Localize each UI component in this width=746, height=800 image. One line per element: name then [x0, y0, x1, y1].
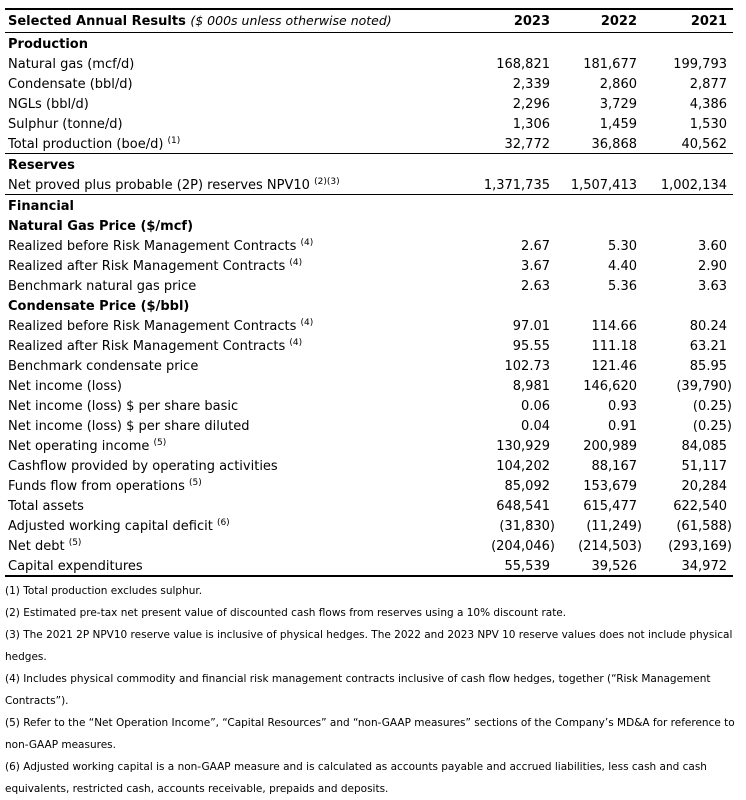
value-cell: 84,085	[681, 439, 727, 454]
footnote-item: (4) Includes physical commodity and financial risk management contracts inclusive of cash flow hedges, together (“Risk Management Contracts”).	[5, 673, 711, 707]
value-cell: 181,677	[583, 57, 637, 72]
row-label: Net operating income $^{(5)}$	[8, 438, 167, 454]
value-cell: (204,046)	[491, 539, 555, 554]
table-row	[5, 375, 733, 395]
value-cell: 4.40	[608, 259, 637, 274]
value-cell: 0.93	[608, 399, 637, 414]
value-cell: 168,821	[496, 57, 550, 72]
value-cell: 153,679	[583, 479, 637, 494]
value-cell: 5.30	[608, 239, 637, 254]
footnote-item: (6) Adjusted working capital is a non-GAAP measure and is calculated as accounts payable and accrued liabilities, less cash and cash equivalents, restricted cash, accounts receivable, prepaids and deposits.	[5, 761, 707, 795]
value-cell: 95.55	[512, 339, 550, 354]
footnotes	[5, 580, 738, 800]
year-column-header: 2023	[462, 9, 556, 33]
annual-results-table	[5, 8, 733, 577]
title-note: ($ 000s unless otherwise noted)	[190, 13, 392, 28]
value-cell: 0.91	[608, 419, 637, 434]
value-cell: 36,868	[556, 133, 643, 154]
table-row	[5, 53, 733, 73]
section-label: Natural Gas Price ($/mcf)	[8, 219, 194, 234]
footnote-item: (3) The 2021 2P NPV10 reserve value is inclusive of physical hedges. The 2022 and 2023 NPV 10 reserve values does not include physical hedges.	[5, 629, 733, 663]
value-cell: 2,339	[512, 77, 550, 92]
value-cell: 102.73	[504, 359, 550, 374]
report-page	[0, 8, 746, 795]
value-cell: 1,002,134	[643, 174, 733, 195]
value-cell: 146,620	[583, 379, 637, 394]
footnote-ref: (5)	[189, 478, 202, 488]
value-cell: 622,540	[673, 499, 727, 514]
footnote-item: (5) Refer to the “Net Operation Income”, “Capital Resources” and “non-GAAP measures” sections of the Company’s MD&A for reference to non-GAAP measures.	[5, 717, 735, 751]
section-label: Production	[8, 37, 88, 52]
table-row	[5, 275, 733, 295]
table-row	[5, 535, 733, 555]
row-label: Realized before Risk Management Contracts $^{(4)}$	[8, 318, 314, 334]
value-cell: 20,284	[681, 479, 727, 494]
value-cell: 199,793	[673, 57, 727, 72]
section-label: Financial	[8, 199, 75, 214]
section-row	[5, 195, 733, 216]
value-cell: 1,507,413	[556, 174, 643, 195]
value-cell: 114.66	[591, 319, 637, 334]
table-row	[5, 355, 733, 375]
value-cell: 32,772	[462, 133, 556, 154]
value-cell: 3.67	[521, 259, 550, 274]
value-cell: 2,296	[512, 97, 550, 112]
value-cell: 111.18	[591, 339, 637, 354]
row-label: Total assets	[8, 499, 84, 514]
value-cell: 39,526	[591, 559, 637, 574]
value-cell: 1,530	[689, 117, 727, 132]
table-row	[5, 255, 733, 275]
value-cell: (39,790)	[676, 379, 732, 394]
value-cell: 3.60	[698, 239, 727, 254]
row-label: Cashflow provided by operating activities	[8, 459, 278, 474]
value-cell: (0.25)	[692, 419, 732, 434]
row-label: Net income (loss)	[8, 379, 122, 394]
table-row	[5, 495, 733, 515]
year-column-header: 2021	[643, 9, 733, 33]
page-title: Selected Annual Results	[8, 14, 186, 29]
footnote-ref: (5)	[153, 438, 167, 448]
table-row	[5, 335, 733, 355]
value-cell: 2,877	[689, 77, 727, 92]
table-row	[5, 174, 733, 195]
value-cell: 85,092	[504, 479, 550, 494]
value-cell: (0.25)	[692, 399, 732, 414]
table-header-row	[5, 9, 733, 33]
section-label: Reserves	[8, 158, 75, 173]
table-row	[5, 475, 733, 495]
value-cell: 51,117	[681, 459, 727, 474]
value-cell: (61,588)	[676, 519, 732, 534]
row-label: Funds flow from operations $^{(5)}$	[8, 478, 202, 494]
footnote-ref: (4)	[289, 338, 303, 348]
footnote-item: (2) Estimated pre-tax net present value of discounted cash flows from reserves using a 10% discount rate.	[5, 607, 567, 619]
row-label: Condensate (bbl/d)	[8, 77, 133, 92]
table-row	[5, 73, 733, 93]
table-body	[5, 33, 733, 577]
table-row	[5, 395, 733, 415]
section-row	[5, 33, 733, 54]
section-label: Condensate Price ($/bbl)	[8, 299, 190, 314]
row-label: Net income (loss) $ per share diluted	[8, 419, 250, 434]
row-label: Net proved plus probable (2P) reserves NPV10 $^{(2)(3)}$	[5, 174, 462, 195]
value-cell: 40,562	[643, 133, 733, 154]
value-cell: (11,249)	[586, 519, 642, 534]
row-label: NGLs (bbl/d)	[8, 97, 89, 112]
row-label: Adjusted working capital deficit $^{(6)}$	[8, 518, 230, 534]
value-cell: 8,981	[512, 379, 550, 394]
table-row	[5, 455, 733, 475]
value-cell: 200,989	[583, 439, 637, 454]
value-cell: 121.46	[591, 359, 637, 374]
value-cell: 2.67	[521, 239, 550, 254]
section-row	[5, 154, 733, 175]
value-cell: 55,539	[504, 559, 550, 574]
row-label: Capital expenditures	[8, 559, 143, 574]
footnote-ref: (4)	[300, 318, 314, 328]
table-row	[5, 113, 733, 133]
value-cell: (293,169)	[668, 539, 732, 554]
value-cell: 3,729	[599, 97, 637, 112]
value-cell: 88,167	[591, 459, 637, 474]
section-row	[5, 215, 733, 235]
footnote-ref: (5)	[68, 538, 82, 548]
footnote-ref: (2)(3)	[314, 177, 340, 187]
value-cell: 615,477	[583, 499, 637, 514]
value-cell: 2.63	[521, 279, 550, 294]
value-cell: 1,306	[512, 117, 550, 132]
value-cell: (214,503)	[578, 539, 642, 554]
row-label: Net income (loss) $ per share basic	[8, 399, 239, 414]
table-row	[5, 515, 733, 535]
table-title-cell	[5, 9, 462, 33]
value-cell: 104,202	[496, 459, 550, 474]
value-cell: 1,459	[599, 117, 637, 132]
footnote-ref: (4)	[289, 258, 303, 268]
row-label: Net debt $^{(5)}$	[8, 538, 82, 554]
value-cell: 97.01	[512, 319, 550, 334]
value-cell: 130,929	[496, 439, 550, 454]
table-row	[5, 435, 733, 455]
value-cell: 5.36	[608, 279, 637, 294]
table-row	[5, 133, 733, 154]
footnote-ref: (4)	[300, 238, 314, 248]
year-column-header: 2022	[556, 9, 643, 33]
value-cell: 3.63	[698, 279, 727, 294]
footnote-ref: (6)	[216, 518, 230, 528]
table-row	[5, 235, 733, 255]
section-row	[5, 295, 733, 315]
row-label: Natural gas (mcf/d)	[8, 57, 135, 72]
value-cell: 1,371,735	[462, 174, 556, 195]
table-row	[5, 93, 733, 113]
table-row	[5, 315, 733, 335]
footnote-item: (1) Total production excludes sulphur.	[5, 585, 203, 597]
value-cell: (31,830)	[499, 519, 555, 534]
row-label: Sulphur (tonne/d)	[8, 117, 123, 132]
value-cell: 0.04	[521, 419, 550, 434]
value-cell: 0.06	[521, 399, 550, 414]
row-label: Realized after Risk Management Contracts $^{(4)}$	[8, 258, 303, 274]
row-label: Total production (boe/d) $^{(1)}$	[5, 133, 462, 154]
table-row	[5, 555, 733, 576]
value-cell: 648,541	[496, 499, 550, 514]
value-cell: 34,972	[681, 559, 727, 574]
value-cell: 85.95	[689, 359, 727, 374]
value-cell: 63.21	[689, 339, 727, 354]
table-row	[5, 415, 733, 435]
value-cell: 2.90	[698, 259, 727, 274]
row-label: Realized before Risk Management Contracts $^{(4)}$	[8, 238, 314, 254]
value-cell: 4,386	[689, 97, 727, 112]
value-cell: 80.24	[689, 319, 727, 334]
row-label: Benchmark natural gas price	[8, 279, 197, 294]
row-label: Benchmark condensate price	[8, 359, 199, 374]
row-label: Realized after Risk Management Contracts $^{(4)}$	[8, 338, 303, 354]
footnote-ref: (1)	[167, 136, 181, 146]
value-cell: 2,860	[599, 77, 637, 92]
